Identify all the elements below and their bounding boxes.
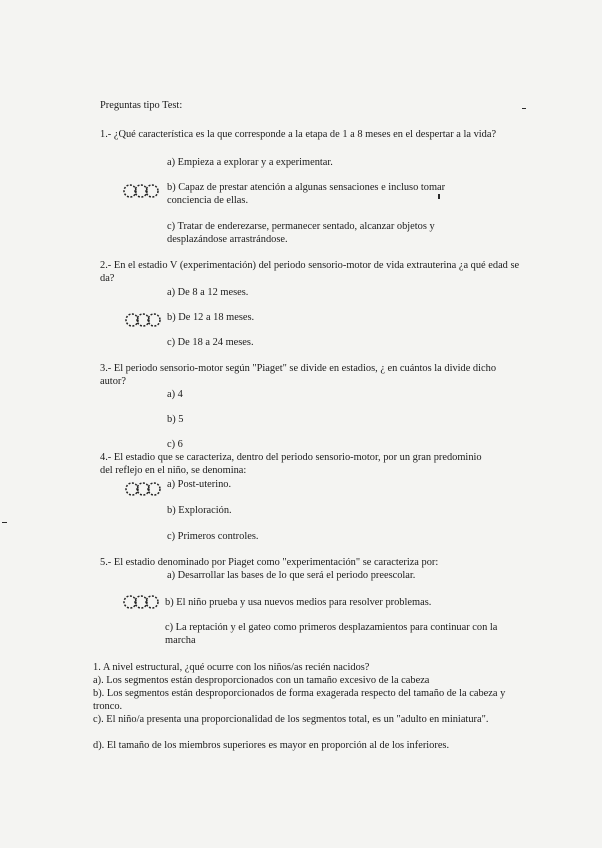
- question-3-stem: 3.- El periodo sensorio-motor según "Piaget" se divide en estadios, ¿ en cuántos la divide dicho autor?: [100, 363, 497, 387]
- question-2-stem: 2.- En el estadio V (experimentación) del periodo sensorio-motor de vida extrauterina ¿a qué edad se da?: [100, 260, 520, 284]
- answer-mark-icon: [122, 593, 162, 611]
- scan-speck: [522, 108, 526, 109]
- question-2-option-b: b) De 12 a 18 meses.: [167, 312, 255, 323]
- scan-speck: [2, 522, 7, 523]
- question-4-option-b: b) Exploración.: [167, 505, 232, 516]
- question-3-option-c: c) 6: [167, 439, 183, 450]
- question-4-option-a: a) Post-uterino.: [167, 479, 232, 490]
- answer-mark-icon: [122, 182, 162, 200]
- extra-question-stem: 1. A nivel estructural, ¿qué ocurre con los niños/as recién nacidos?: [93, 662, 370, 673]
- question-2-option-a: a) De 8 a 12 meses.: [167, 287, 249, 298]
- question-1-option-a: a) Empieza a explorar y a experimentar.: [167, 157, 333, 168]
- question-3-option-b: b) 5: [167, 414, 184, 425]
- question-1-option-c: c) Tratar de enderezarse, permanecer sentado, alcanzar objetos y desplazándose arrastrándose.: [167, 221, 435, 245]
- question-4-stem: 4.- El estadio que se caracteriza, dentro del periodo sensorio-motor, por un gran predominio del reflejo en el niño, se denomina:: [100, 452, 482, 476]
- extra-option-d: d). El tamaño de los miembros superiores es mayor en proporción al de los inferiores.: [93, 740, 450, 751]
- answer-mark-icon: [124, 311, 164, 329]
- extra-option-c: c). El niño/a presenta una proporcionalidad de los segmentos total, es un "adulto en miniatura".: [93, 714, 489, 725]
- question-4-option-c: c) Primeros controles.: [167, 531, 259, 542]
- page-heading: Preguntas tipo Test:: [100, 100, 183, 111]
- question-5-option-b: b) El niño prueba y usa nuevos medios para resolver problemas.: [165, 597, 432, 608]
- question-2-option-c: c) De 18 a 24 meses.: [167, 337, 254, 348]
- question-5-option-a: a) Desarrollar las bases de lo que será el periodo preescolar.: [167, 570, 416, 581]
- question-5-stem: 5.- El estadio denominado por Piaget como "experimentación" se caracteriza por:: [100, 557, 439, 568]
- answer-mark-icon: [124, 480, 164, 498]
- question-3-option-a: a) 4: [167, 389, 183, 400]
- extra-option-b: b). Los segmentos están desproporcionados de forma exagerada respecto del tamaño de la cabeza y tronco.: [93, 688, 506, 712]
- question-1-option-b: b) Capaz de prestar atención a algunas sensaciones e incluso tomar conciencia de ellas.: [167, 182, 446, 206]
- extra-option-a: a). Los segmentos están desproporcionados con un tamaño excesivo de la cabeza: [93, 675, 430, 686]
- question-1-stem: 1.- ¿Qué característica es la que corresponde a la etapa de 1 a 8 meses en el despertar a la vida?: [100, 129, 497, 140]
- question-5-option-c: c) La reptación y el gateo como primeros desplazamientos para continuar con la marcha: [165, 622, 498, 646]
